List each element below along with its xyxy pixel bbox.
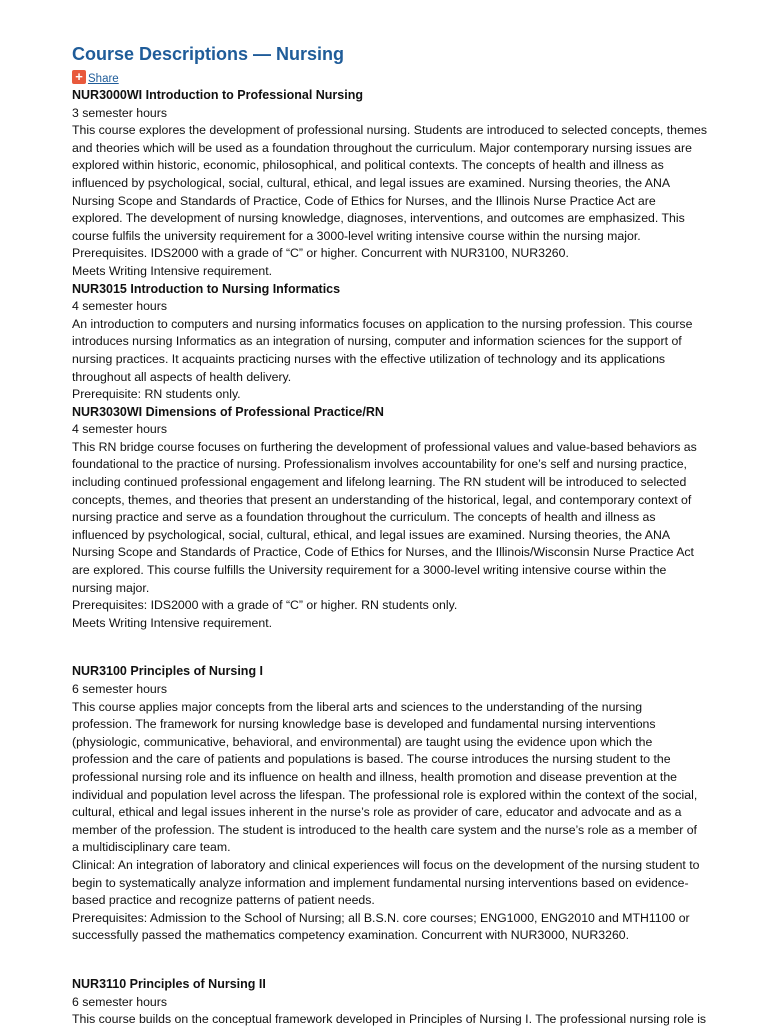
description-line: are explored. This course fulfills the University requirement for a 3000-level writing intensive course within the: [72, 563, 667, 578]
description-line: nursing practice and serve as a foundation throughout the curriculum. The concepts of health and illness as: [72, 510, 656, 525]
description-line: nursing major.: [72, 580, 150, 595]
clinical-line: Clinical: An integration of laboratory and clinical experiences will focus on the development of the nursing student to: [72, 857, 700, 872]
course-hours: 4 semester hours: [72, 422, 168, 437]
section-spacer: [72, 945, 728, 976]
description-line: profession and the care of patients and populations is based. The course introduces the nursing student to the: [72, 752, 671, 767]
section-spacer: [72, 632, 728, 663]
requirement-line: Meets Writing Intensive requirement.: [72, 263, 273, 278]
description-line: introduces nursing Informatics as an integration of nursing, computer and information sciences for the support of: [72, 334, 682, 349]
description-line: member of the profession. The student is introduced to the health care system and the nurse’s role as a member of: [72, 822, 697, 837]
description-line: This course builds on the conceptual framework developed in Principles of Nursing I. The professional nursing role is: [72, 1012, 707, 1027]
prerequisites-line: Prerequisites. IDS2000 with a grade of “C” or higher. Concurrent with NUR3100, NUR3260.: [72, 246, 569, 261]
clinical-line: begin to systematically analyze information and implement fundamental nursing interventions based on evidence-: [72, 875, 689, 890]
description-line: course fulfils the university requirement for a 3000-level writing intensive course within the nursing major.: [72, 228, 641, 243]
plus-icon[interactable]: +: [72, 70, 86, 84]
course-description: [72, 122, 728, 280]
description-line: (physiologic, communicative, behavioral, and environmental) are taught using the evidence upon which the: [72, 734, 653, 749]
course-nur3030wi: [72, 404, 728, 633]
course-title: NUR3100 Principles of Nursing I: [72, 664, 264, 679]
description-line: influenced by psychological, social, cultural, ethical, and legal issues are examined. Nursing theories, the ANA: [72, 527, 671, 542]
description-line: profession. The framework for nursing knowledge base is developed and fundamental nursing interventions: [72, 717, 656, 732]
course-nur3100: [72, 663, 728, 945]
description-line: This course applies major concepts from the liberal arts and sciences to the understanding of the nursing: [72, 699, 643, 714]
description-line: nursing practices. It acquaints practicing nurses with the effective utilization of technology and its applications: [72, 351, 666, 366]
course-title: NUR3015 Introduction to Nursing Informatics: [72, 281, 341, 296]
description-line: explored within historic, economic, philosophical, and political contexts. The concepts of health and illness as: [72, 158, 664, 173]
course-description: [72, 439, 728, 633]
description-line: including continued professional engagement and lifelong learning. The RN student will be introduced to selected: [72, 475, 687, 490]
course-nur3015: [72, 281, 728, 404]
course-description: [72, 699, 728, 945]
course-description: [72, 316, 728, 404]
clinical-line: based practice and recognize patterns of patient needs.: [72, 893, 375, 908]
share-label[interactable]: Share: [88, 72, 119, 85]
course-nur3000wi: [72, 87, 728, 281]
course-title: NUR3030WI Dimensions of Professional Practice/RN: [72, 404, 384, 419]
description-line: This RN bridge course focuses on furthering the development of professional values and value-based behaviors as: [72, 439, 697, 454]
prerequisites-line: Prerequisite: RN students only.: [72, 387, 241, 402]
description-line: Nursing Scope and Standards of Practice, Code of Ethics for Nurses, and the Illinois Nurse Practice Act are: [72, 193, 656, 208]
course-title: NUR3110 Principles of Nursing II: [72, 976, 266, 991]
description-line: explored. The development of nursing knowledge, diagnoses, interventions, and outcomes are emphasized. This: [72, 211, 685, 226]
description-line: a multidisciplinary care team.: [72, 840, 231, 855]
description-line: throughout all aspects of health delivery.: [72, 369, 292, 384]
course-hours: 4 semester hours: [72, 299, 168, 314]
share-link[interactable]: [72, 68, 728, 85]
page-title: Course Descriptions — Nursing: [72, 44, 345, 64]
description-line: An introduction to computers and nursing informatics focuses on application to the nursing profession. This course: [72, 316, 693, 331]
prerequisites-line: successfully passed the mathematics competency examination. Concurrent with NUR3000, NUR3260.: [72, 928, 630, 943]
description-line: influenced by psychological, social, cultural, ethical, and legal issues are examined. Nursing theories, the ANA: [72, 175, 671, 190]
course-description: [72, 1011, 728, 1029]
prerequisites-line: Prerequisites: Admission to the School of Nursing; all B.S.N. core courses; ENG1000, ENG2010 and MTH1100 or: [72, 910, 690, 925]
description-line: cultural, ethical and legal issues inherent in the nurse’s role as provider of care, educator and advocate and as a: [72, 805, 682, 820]
course-nur3110: [72, 976, 728, 1029]
description-line: foundational to the practice of nursing. Professionalism involves accountability for one’s self and nursing practice,: [72, 457, 687, 472]
description-line: individual and population level across the lifespan. The professional role is explored within the context of the social,: [72, 787, 698, 802]
course-hours: 3 semester hours: [72, 105, 168, 120]
description-line: and theories which will be used as a foundation throughout the curriculum. Major contemporary nursing issues are: [72, 140, 692, 155]
course-hours: 6 semester hours: [72, 682, 168, 696]
requirement-line: Meets Writing Intensive requirement.: [72, 615, 273, 630]
description-line: professional nursing role and its influence on health and illness, health promotion and disease prevention at the: [72, 769, 677, 784]
description-line: concepts, themes, and theories that present an understanding of the historical, legal, and contemporary context of: [72, 492, 692, 507]
description-line: Nursing Scope and Standards of Practice, Code of Ethics for Nurses, and the Illinois/Wisconsin Nurse Practice Act: [72, 545, 694, 560]
course-title: NUR3000WI Introduction to Professional Nursing: [72, 88, 363, 102]
course-hours: 6 semester hours: [72, 994, 168, 1009]
prerequisites-line: Prerequisites: IDS2000 with a grade of “C” or higher. RN students only.: [72, 598, 458, 613]
description-line: This course explores the development of professional nursing. Students are introduced to selected concepts, themes: [72, 123, 708, 138]
